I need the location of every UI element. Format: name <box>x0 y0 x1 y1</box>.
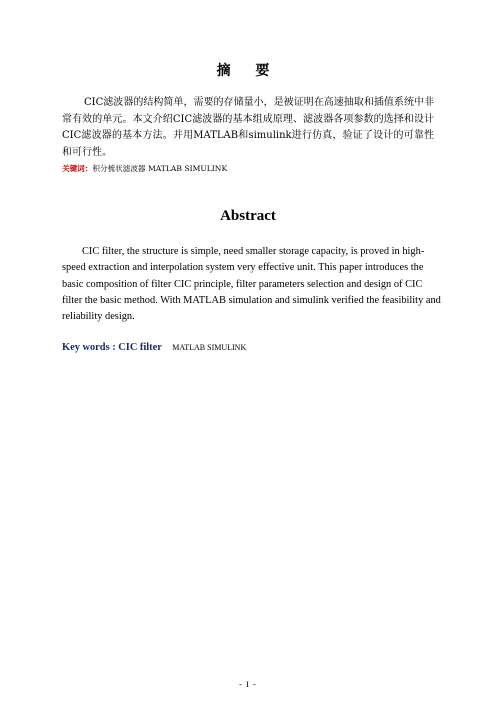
english-abstract-body: CIC filter, the structure is simple, need smaller storage capacity, is proved in high-speed extraction and interpolation system very effective unit. This paper introduces the basic composition of filter CIC principle, filter parameters selection and design of CIC filter the basic method. With MATLAB simulation and simulink verified the feasibility and reliability design. <box>62 246 441 323</box>
english-keywords-values: MATLAB SIMULINK <box>172 343 247 352</box>
page-number: - I - <box>239 679 257 689</box>
chinese-abstract-body: CIC滤波器的结构简单，需要的存储量小，是被证明在高速抽取和插值系统中非常有效的单元。本文介绍CIC滤波器的基本组成原理、滤波器各项参数的选择和设计CIC滤波器的基本方法。并用MATLAB和simulink进行仿真，验证了设计的可靠性和可行性。 <box>62 97 434 158</box>
english-keywords-label: Key words : CIC filter <box>62 342 162 353</box>
english-abstract-title: Abstract <box>220 208 276 224</box>
chinese-keywords-values: 积分梳状滤波器 MATLAB SIMULINK <box>92 164 228 173</box>
english-keywords <box>62 341 442 355</box>
chinese-abstract-title: 摘 要 <box>216 63 280 79</box>
chinese-keywords <box>62 163 434 175</box>
chinese-keywords-label: 关键词： <box>62 164 93 173</box>
